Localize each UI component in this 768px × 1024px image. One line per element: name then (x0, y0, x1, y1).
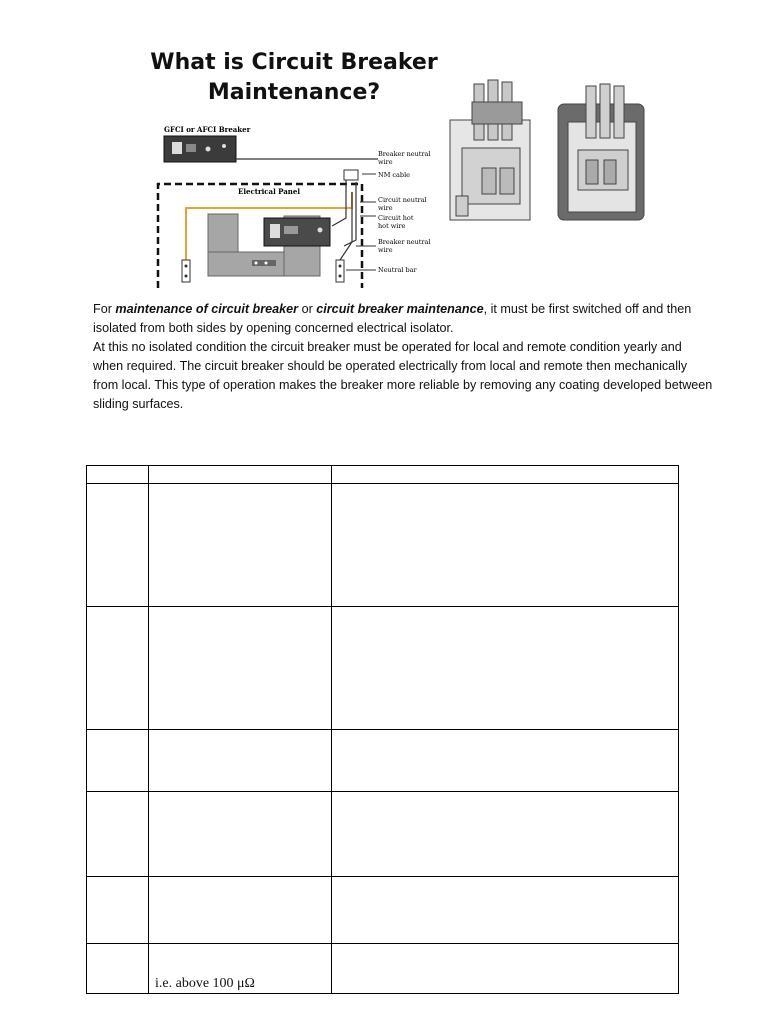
label-breaker-neutral2-1: Breaker neutral (378, 238, 431, 246)
label-breaker-neutral-2: wire (378, 158, 393, 166)
breaker-left (450, 80, 530, 220)
figure-title (140, 48, 448, 108)
label-circuit-hot-1: Circuit hot (378, 214, 414, 222)
resistance-note: i.e. above 100 μΩ (155, 976, 255, 991)
table-row (87, 466, 679, 484)
p1-prefix: For (93, 302, 116, 316)
breaker-photos (442, 78, 650, 228)
p1-bold-2: circuit breaker maintenance (316, 302, 484, 316)
label-nm-cable: NM cable (378, 171, 411, 179)
panel-label: Electrical Panel (238, 187, 300, 196)
p1-mid: or (298, 302, 317, 316)
label-circuit-neutral-2: wire (378, 204, 393, 212)
wiring-diagram (156, 122, 446, 288)
paragraph-2: At this no isolated condition the circuit breaker must be operated for local and remote condition yearly and when required. The circuit breaker should be operated electrically from local and remote then mechanically from local. This type of operation makes the breaker more reliable by removing any coating developed between sliding surfaces. (93, 340, 713, 411)
right-neutral-bar (336, 260, 344, 282)
table-row (87, 792, 679, 877)
table-row (87, 944, 679, 994)
table-row (87, 730, 679, 792)
maintenance-table (86, 465, 679, 994)
figure-title-line2: Maintenance? (207, 80, 381, 105)
table-row (87, 877, 679, 944)
label-circuit-neutral-1: Circuit neutral (378, 196, 427, 204)
figure-title-line1: What is Circuit Breaker (150, 50, 438, 75)
p1-rest: , it must be first switched off and then isolated from both sides by opening concerned electrical isolator. (93, 302, 692, 335)
label-neutral-bar: Neutral bar (378, 266, 417, 274)
breaker-figure (140, 44, 652, 286)
label-breaker-neutral-1: Breaker neutral (378, 150, 431, 158)
gfci-label: GFCI or AFCI Breaker (164, 125, 251, 134)
paragraph-1 (93, 300, 713, 338)
p1-bold-1: maintenance of circuit breaker (115, 302, 299, 316)
table-row (87, 484, 679, 607)
left-neutral-bar (182, 260, 190, 282)
label-breaker-neutral2-2: wire (378, 246, 393, 254)
breaker-right (558, 84, 644, 220)
label-circuit-hot-2: hot wire (378, 222, 406, 230)
table-row (87, 607, 679, 730)
body-text (93, 300, 713, 414)
